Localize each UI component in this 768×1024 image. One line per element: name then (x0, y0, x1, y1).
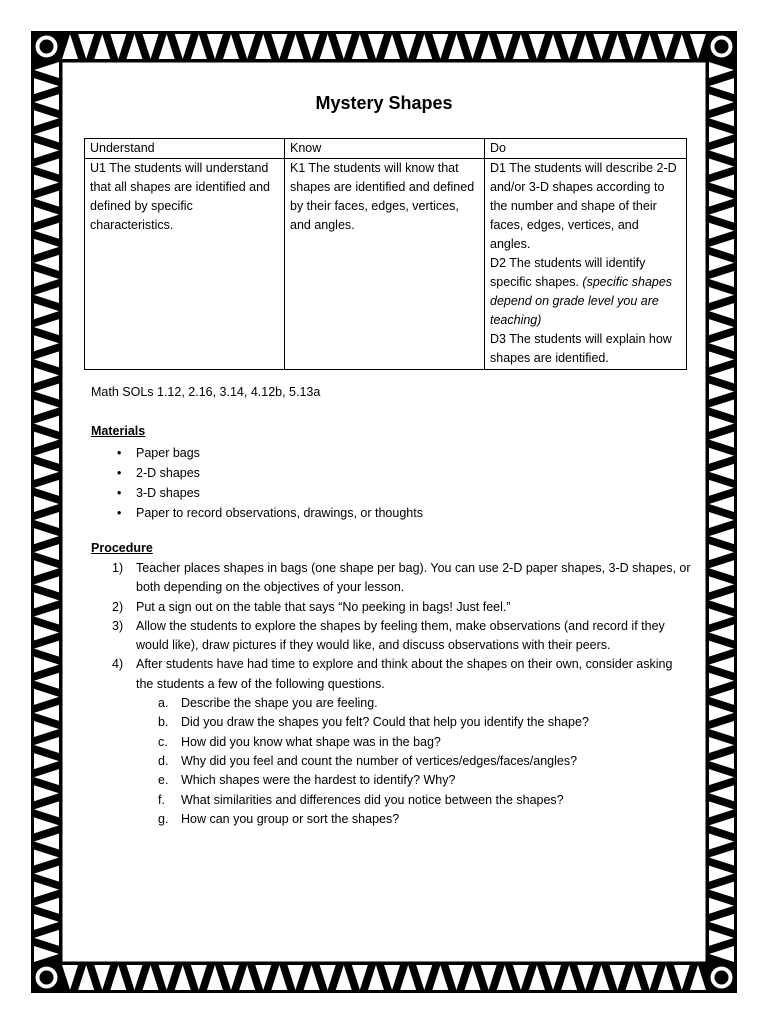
question-item (136, 752, 691, 771)
question-text: Why did you feel and count the number of vertices/edges/faces/angles? (181, 753, 578, 768)
step-number: 4) (112, 657, 124, 672)
step-number: 2) (112, 599, 124, 614)
understand-cell: U1 The students will understand that all shapes are identified and defined by specific characteristics. (85, 159, 285, 370)
question-list (136, 694, 691, 829)
step-number: 3) (112, 618, 124, 633)
know-cell: K1 The students will know that shapes are identified and defined by their faces, edges, vertices, and angles. (285, 159, 485, 370)
materials-list (91, 443, 423, 523)
question-item (136, 810, 691, 829)
question-text: What similarities and differences did you notice between the shapes? (181, 792, 564, 807)
do-d2-note: (specific shapes depend on grade level you are teaching) (490, 275, 673, 327)
question-text: How can you group or sort the shapes? (181, 811, 400, 826)
do-cell (485, 159, 687, 370)
step-text: After students have had time to explore and think about the shapes on their own, consider asking the students a few of the following questions. (136, 657, 673, 691)
math-sols: Math SOLs 1.12, 2.16, 3.14, 4.12b, 5.13a (91, 385, 321, 399)
question-text: Which shapes were the hardest to identify? Why? (181, 773, 456, 788)
question-letter: e. (158, 773, 169, 788)
step-text: Teacher places shapes in bags (one shape per bag). You can use 2-D paper shapes, 3-D shapes, or both depending on the objectives of your lesson. (136, 561, 691, 595)
question-item (136, 733, 691, 752)
do-d1: D1 The students will describe 2-D and/or 3-D shapes according to the number and shape of their faces, edges, vertices, and angles. (490, 161, 677, 251)
question-letter: d. (158, 753, 169, 768)
table-header-row (85, 139, 687, 159)
question-item (136, 791, 691, 810)
question-text: How did you know what shape was in the bag? (181, 734, 441, 749)
question-letter: a. (158, 696, 169, 711)
table-row (85, 159, 687, 370)
question-letter: b. (158, 715, 169, 730)
list-item: • 3-D shapes (91, 483, 423, 503)
materials-heading: Materials (91, 424, 146, 438)
header-do: Do (485, 139, 687, 159)
list-item: • Paper bags (91, 443, 423, 463)
header-know: Know (285, 139, 485, 159)
question-letter: g. (158, 811, 169, 826)
question-text: Did you draw the shapes you felt? Could that help you identify the shape? (181, 715, 589, 730)
header-understand: Understand (85, 139, 285, 159)
do-d3: D3 The students will explain how shapes are identified. (490, 332, 672, 365)
question-letter: f. (158, 792, 165, 807)
question-item (136, 694, 691, 713)
question-item (136, 713, 691, 732)
do-d2: D2 The students will identify specific shapes. (490, 256, 646, 289)
question-item (136, 771, 691, 790)
page-title: Mystery Shapes (315, 93, 453, 113)
procedure-list (91, 559, 691, 829)
ukd-table (84, 138, 687, 370)
question-letter: c. (158, 734, 168, 749)
step-text: Allow the students to explore the shapes by feeling them, make observations (and record if they would like), draw pictures if they would like, and discuss observations with their peers. (136, 618, 665, 653)
procedure-step (91, 655, 691, 829)
question-text: Describe the shape you are feeling. (181, 696, 378, 711)
procedure-heading: Procedure (91, 541, 153, 555)
procedure-step (91, 559, 691, 598)
step-number: 1) (112, 561, 124, 575)
do-d2-wrap (490, 254, 681, 330)
procedure-step (91, 617, 691, 656)
list-item: • 2-D shapes (91, 463, 423, 483)
list-item: • Paper to record observations, drawings, or thoughts (91, 503, 423, 523)
procedure-step (91, 598, 691, 617)
step-text: Put a sign out on the table that says “No peeking in bags! Just feel.” (136, 599, 511, 614)
